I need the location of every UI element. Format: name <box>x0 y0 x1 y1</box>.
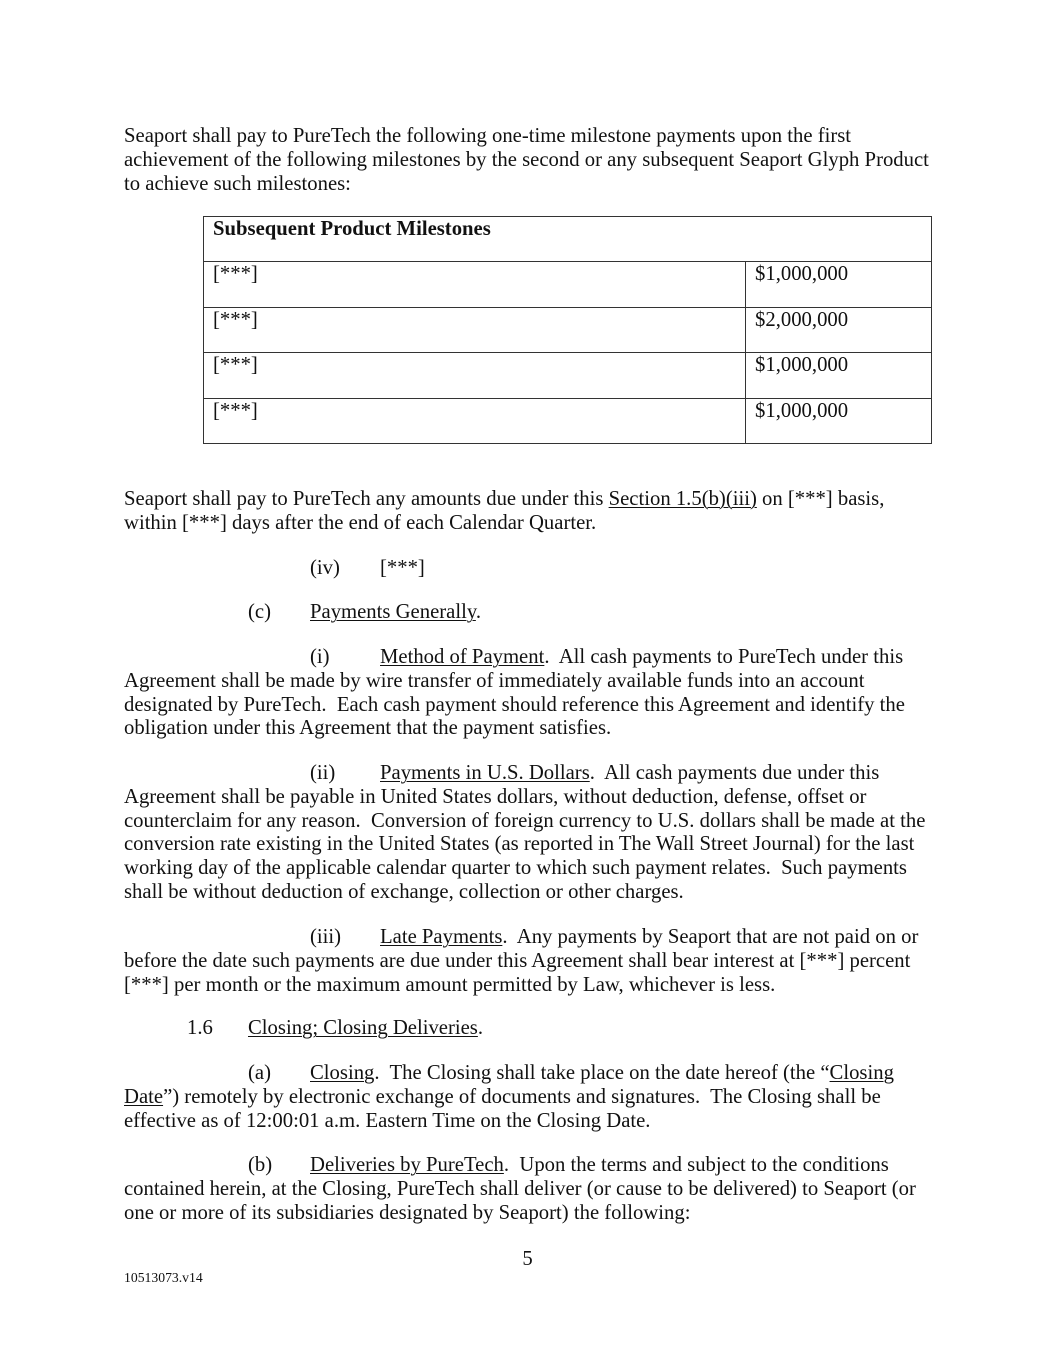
underlined-term: Method of Payment <box>380 646 545 668</box>
text-run: on [***] basis, <box>756 488 885 510</box>
text-run: to achieve such milestones: <box>124 172 351 195</box>
payment-timing-paragraph <box>124 488 944 536</box>
text-run: counterclaim for any reason. Conversion of foreign currency to U.S. dollars shall be made at the <box>124 809 926 832</box>
text-run: . All cash payments to PureTech under this <box>544 646 904 668</box>
clause-ii-payments-in-us-dollars <box>124 762 944 905</box>
text-run: . Upon the terms and subject to the conditions <box>503 1154 889 1176</box>
clause-a-closing <box>124 1062 944 1133</box>
text-line <box>124 1062 944 1086</box>
text-line <box>124 810 944 834</box>
text-run: . <box>475 601 482 623</box>
text-run: contained herein, at the Closing, PureTech shall deliver (or cause to be delivered) to Seaport (or <box>124 1177 916 1200</box>
text-run: ”) remotely by electronic exchange of documents and signatures. The Closing shall be <box>163 1085 881 1108</box>
text-run: Agreement shall be payable in United States dollars, without deduction, defense, offset or <box>124 785 867 808</box>
amount-cell: $1,000,000 <box>746 353 932 398</box>
text-run: designated by PureTech. Each cash payment should reference this Agreement and identify the <box>124 693 905 716</box>
text-run: before the date such payments are due under this Agreement shall bear interest at [***] percent <box>124 949 911 972</box>
clause-number: (c) <box>248 601 271 623</box>
text-run: achievement of the following milestones by the second or any subsequent Seaport Glyph Product <box>124 148 929 171</box>
table-row <box>204 307 932 352</box>
text-run: shall be without deduction of exchange, collection or other charges. <box>124 880 684 903</box>
text-run: working day of the applicable calendar quarter to which such payment relates. Such payments <box>124 857 907 880</box>
table-header-row <box>204 217 932 262</box>
text-line <box>124 717 944 741</box>
text-line <box>124 974 944 998</box>
text-line <box>124 125 944 149</box>
underlined-term: Closing <box>310 1062 375 1084</box>
intro-paragraph <box>124 125 944 196</box>
underlined-term: Closing; Closing Deliveries <box>248 1017 478 1039</box>
text-run: . Any payments by Seaport that are not paid on or <box>502 926 919 948</box>
text-line <box>124 926 944 950</box>
underlined-term: Late Payments <box>380 926 503 948</box>
clause-number: (b) <box>248 1154 273 1176</box>
text-line <box>124 786 944 810</box>
text-run: effective as of 12:00:01 a.m. Eastern Time on the Closing Date. <box>124 1109 651 1132</box>
text-line <box>124 950 944 974</box>
text-line <box>124 1086 944 1110</box>
text-line <box>124 694 944 718</box>
clause-number: (iii) <box>310 926 342 948</box>
subsequent-product-milestones-table <box>203 216 932 444</box>
table-row <box>204 262 932 307</box>
text-line <box>124 149 944 173</box>
underlined-term: Payments in U.S. Dollars <box>380 762 590 784</box>
text-run: within [***] days after the end of each Calendar Quarter. <box>124 511 597 534</box>
milestone-cell: [***] <box>204 307 746 352</box>
underlined-term: Date <box>124 1085 164 1108</box>
text-run: obligation under this Agreement that the payment satisfies. <box>124 717 612 740</box>
page-number: 5 <box>522 1248 533 1270</box>
text-line <box>124 881 944 905</box>
text-line <box>124 512 944 536</box>
clause-b-deliveries-by-puretech <box>124 1154 944 1225</box>
text-line <box>124 857 944 881</box>
amount-cell: $2,000,000 <box>746 307 932 352</box>
text-line <box>124 601 944 625</box>
text-line <box>124 762 944 786</box>
text-line <box>124 1154 944 1178</box>
section-1-6-closing-deliveries <box>124 1017 944 1041</box>
underlined-term: Deliveries by PureTech <box>310 1154 504 1176</box>
text-line <box>124 173 944 197</box>
clause-c-payments-generally <box>124 601 944 625</box>
text-run: Seaport shall pay to PureTech the following one-time milestone payments upon the first <box>124 125 852 147</box>
text-run: Agreement shall be made by wire transfer of immediately available funds into an account <box>124 669 865 692</box>
clause-number: 1.6 <box>187 1017 213 1039</box>
table-row <box>204 353 932 398</box>
text-run: Seaport shall pay to PureTech any amounts due under this <box>124 488 609 510</box>
milestone-cell: [***] <box>204 262 746 307</box>
text-line <box>124 1110 944 1134</box>
clause-iii-late-payments <box>124 926 944 997</box>
text-line <box>124 646 944 670</box>
clause-number: (i) <box>310 646 330 668</box>
text-line <box>124 833 944 857</box>
underlined-term: Section 1.5(b)(iii) <box>608 488 757 510</box>
milestone-cell: [***] <box>204 398 746 443</box>
text-run: one or more of its subsidiaries designated by Seaport) the following: <box>124 1201 691 1224</box>
clause-i-method-of-payment <box>124 646 944 741</box>
clause-number: (iv) <box>310 557 340 579</box>
amount-cell: $1,000,000 <box>746 262 932 307</box>
text-line <box>124 1017 944 1041</box>
text-run: . All cash payments due under this <box>589 762 880 784</box>
clause-number: (ii) <box>310 762 336 784</box>
clause-iv <box>124 557 944 581</box>
text-run: . The Closing shall take place on the date hereof (the “ <box>374 1062 830 1084</box>
text-line <box>124 1202 944 1226</box>
text-line <box>124 1178 944 1202</box>
text-run: [***] per month or the maximum amount permitted by Law, whichever is less. <box>124 973 776 996</box>
amount-cell: $1,000,000 <box>746 398 932 443</box>
text-line <box>124 670 944 694</box>
text-line <box>124 488 944 512</box>
milestone-cell: [***] <box>204 353 746 398</box>
text-line <box>124 557 944 581</box>
table-header: Subsequent Product Milestones <box>204 217 932 262</box>
text-run: conversion rate existing in the United States (as reported in The Wall Street Journal) for the last <box>124 833 915 856</box>
clause-number: (a) <box>248 1062 271 1084</box>
table-row <box>204 398 932 443</box>
text-run: . <box>477 1017 484 1039</box>
text-run: [***] <box>380 557 425 579</box>
underlined-term: Payments Generally <box>310 601 476 623</box>
underlined-term: Closing <box>829 1062 894 1084</box>
document-id: 10513073.v14 <box>124 1270 203 1285</box>
